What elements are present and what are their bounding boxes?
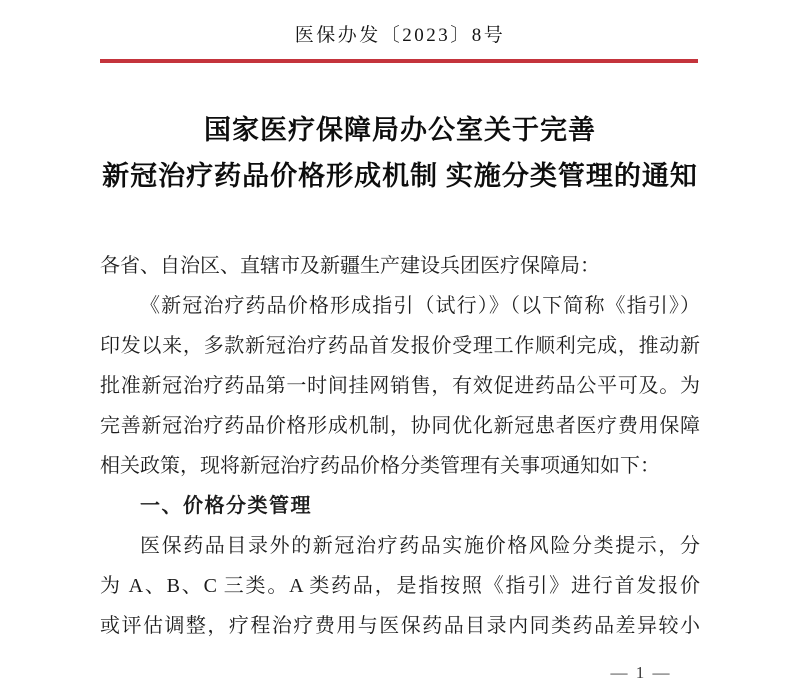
red-divider-line bbox=[100, 59, 698, 63]
body-line: 印发以来，多款新冠治疗药品首发报价受理工作顺利完成，推动新 bbox=[100, 335, 700, 357]
page-number: — 1 — bbox=[610, 663, 672, 682]
body-line: 完善新冠治疗药品价格形成机制，协同优化新冠患者医疗费用保障 bbox=[100, 415, 700, 437]
title-line-2: 新冠治疗药品价格形成机制 实施分类管理的通知 bbox=[102, 161, 698, 191]
body-line: 批准新冠治疗药品第一时间挂网销售，有效促进药品公平可及。为 bbox=[100, 375, 700, 397]
salutation-line: 各省、自治区、直辖市及新疆生产建设兵团医疗保障局： bbox=[100, 255, 600, 277]
document-body bbox=[100, 246, 700, 646]
body-line: 相关政策，现将新冠治疗药品价格分类管理有关事项通知如下： bbox=[100, 455, 660, 477]
doc-number: 医保办发〔2023〕8号 bbox=[294, 25, 506, 46]
title-line-1: 国家医疗保障局办公室关于完善 bbox=[204, 115, 596, 145]
doc-title bbox=[0, 107, 800, 199]
body-line: 或评估调整，疗程治疗费用与医保药品目录内同类药品差异较小 bbox=[100, 615, 700, 637]
body-line: 为 A、B、C 三类。A 类药品，是指按照《指引》进行首发报价 bbox=[100, 575, 700, 597]
body-line: 医保药品目录外的新冠治疗药品实施价格风险分类提示，分 bbox=[140, 535, 700, 557]
section-heading: 一、价格分类管理 bbox=[140, 495, 312, 517]
body-line: 《新冠治疗药品价格形成指引（试行）》（以下简称《指引》） bbox=[140, 295, 700, 317]
